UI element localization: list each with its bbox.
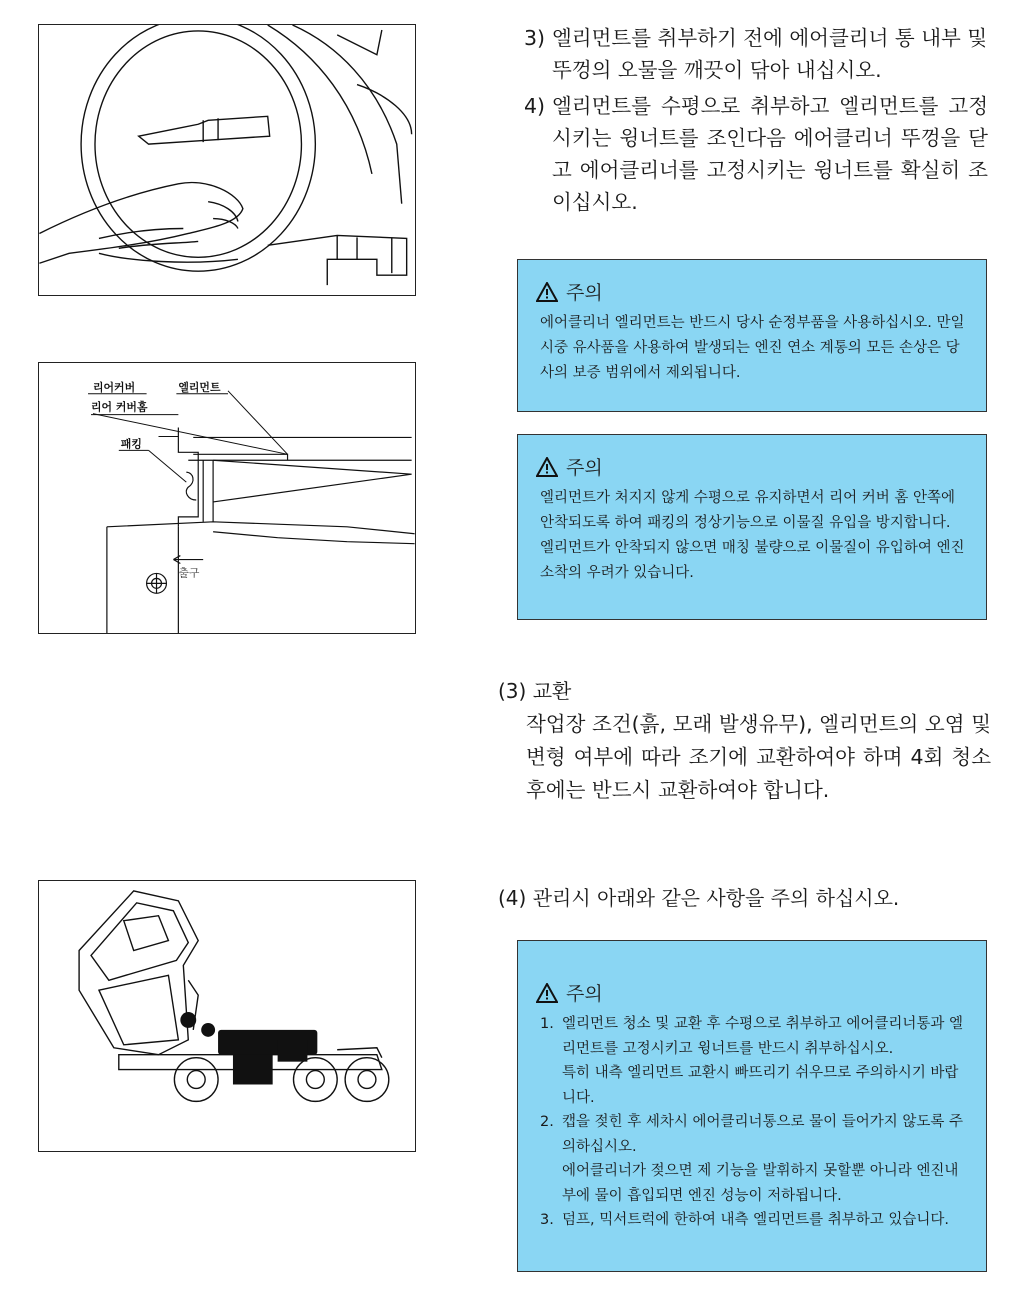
warning-triangle-icon	[536, 983, 558, 1003]
section-3-body: 작업장 조건(흙, 모래 발생유무), 엘리먼트의 오염 및 변형 여부에 따라 조기에 교환하여야 하며 4회 청소후에는 반드시 교환하여야 합니다.	[526, 712, 991, 802]
caution-body: 에어클리너 엘리먼트는 반드시 당사 순정부품을 사용하십시오. 만일 시중 유사품을 사용하여 발생되는 엔진 연소 계통의 모든 손상은 당사의 보증 범위에서 제외됩니다.	[540, 315, 965, 381]
step-3-number: 3)	[524, 26, 546, 50]
figure-cross-section	[38, 362, 416, 634]
caution-title: 주의	[536, 278, 968, 305]
caution-body: 엘리먼트가 처지지 않게 수평으로 유지하면서 리어 커버 홈 안쪽에 안착되도록 하여 패킹의 정상기능으로 이물질 유입을 방지합니다. 엘리먼트가 안착되지 않으면 매칭 불량으로 이물질이 유입하여 엔진 소착의 우려가 있습니다.	[540, 490, 965, 581]
caution-title: 주의	[536, 979, 968, 1006]
caution-list	[536, 1012, 968, 1233]
step-4	[524, 90, 994, 218]
warning-triangle-icon	[536, 457, 558, 477]
step-3	[524, 22, 994, 86]
label-packing: 패킹	[120, 437, 142, 451]
caution-box-maintenance	[517, 940, 987, 1272]
warning-triangle-icon	[536, 282, 558, 302]
truck-illustration	[39, 881, 415, 1151]
step-4-text: 엘리먼트를 수평으로 취부하고 엘리먼트를 고정시키는 윙너트를 조인다음 에어클리너 뚜껑을 닫고 에어클리너를 고정시키는 윙너트를 확실히 조이십시오.	[552, 94, 988, 214]
step-4-number: 4)	[524, 94, 546, 118]
caution-box-element-seating	[517, 434, 987, 620]
cleaning-illustration	[39, 25, 415, 295]
list-item: 2. 캡을 젖힌 후 세차시 에어클리너통으로 물이 들어가지 않도록 주의하십시오. 에어클리너가 젖으면 제 기능을 발휘하지 못할뿐 아니라 엔진내부에 물이 흡입되면 엔진 성능이 저하됩니다.	[540, 1114, 964, 1204]
section-3-heading: (3) 교환	[498, 679, 572, 703]
label-outlet: 출구	[178, 566, 200, 580]
caution-title: 주의	[536, 453, 968, 480]
list-item: 1. 엘리먼트 청소 및 교환 후 수평으로 취부하고 에어클리너통과 엘리먼트를 고정시키고 윙너트를 반드시 취부하십시오. 특히 내측 엘리먼트 교환시 빠뜨리기 쉬우므로 주의하시기 바랍니다.	[540, 1016, 964, 1106]
caution-box-genuine-parts	[517, 259, 987, 412]
figure-truck-tilted-cab	[38, 880, 416, 1152]
label-rear-cover: 리어커버	[92, 380, 136, 394]
cross-section-diagram	[39, 363, 415, 633]
label-element: 엘리먼트	[178, 380, 221, 394]
step-3-text: 엘리먼트를 취부하기 전에 에어클리너 통 내부 및 뚜껑의 오물을 깨끗이 닦아 내십시오.	[552, 26, 988, 82]
figure-cleaning-housing	[38, 24, 416, 296]
label-rear-cover-groove: 리어 커버홈	[91, 400, 148, 414]
list-item: 3. 덤프, 믹서트럭에 한하여 내측 엘리먼트를 취부하고 있습니다.	[540, 1212, 950, 1228]
section-4-heading: (4) 관리시 아래와 같은 사항을 주의 하십시오.	[498, 886, 900, 910]
